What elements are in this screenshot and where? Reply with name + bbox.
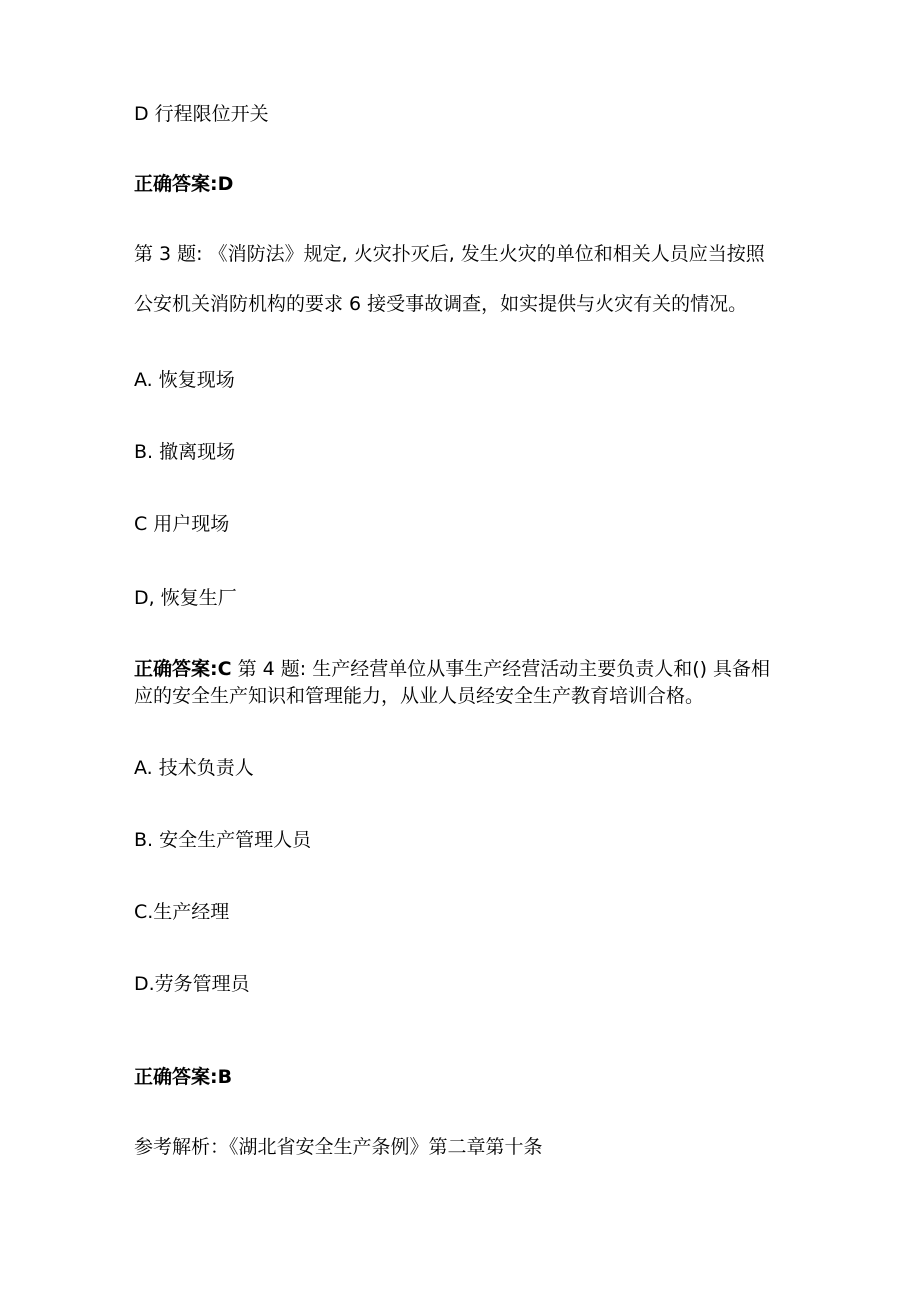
q4-option-d: D.劳务管理员 [134, 973, 250, 995]
q4-option-a: A. 技术负责人 [134, 757, 254, 779]
q4-stem-line2: 应的安全生产知识和管理能力，从业人员经安全生产教育培训合格。 [134, 685, 705, 707]
q4-option-c: C.生产经理 [134, 901, 230, 923]
q3-stem-line1: 第 3 题: 《消防法》规定, 火灾扑灭后, 发生火灾的单位和相关人员应当按照 [134, 243, 765, 265]
q2-answer: 正确答案:D [134, 173, 234, 195]
q3-stem-line2: 公安机关消防机构的要求 6 接受事故调查，如实提供与火灾有关的情况。 [134, 293, 748, 315]
q4-answer: 正确答案:B [134, 1066, 233, 1088]
q4-stem-line1: 第 4 题: 生产经营单位从事生产经营活动主要负责人和() 具备相 [231, 658, 771, 680]
q2-option-d: D 行程限位开关 [134, 103, 269, 125]
q3-option-a: A. 恢复现场 [134, 369, 235, 391]
q4-analysis: 参考解析：《湖北省安全生产条例》第二章第十条 [134, 1136, 543, 1158]
q3-answer: 正确答案:C [134, 658, 232, 680]
q3-option-c: C 用户现场 [134, 513, 230, 535]
q3-option-b: B. 撤离现场 [134, 441, 236, 463]
q3-answer-and-q4-stem-line1 [134, 657, 770, 681]
q3-option-d: D, 恢复生厂 [134, 587, 237, 609]
q4-option-b: B. 安全生产管理人员 [134, 829, 312, 851]
